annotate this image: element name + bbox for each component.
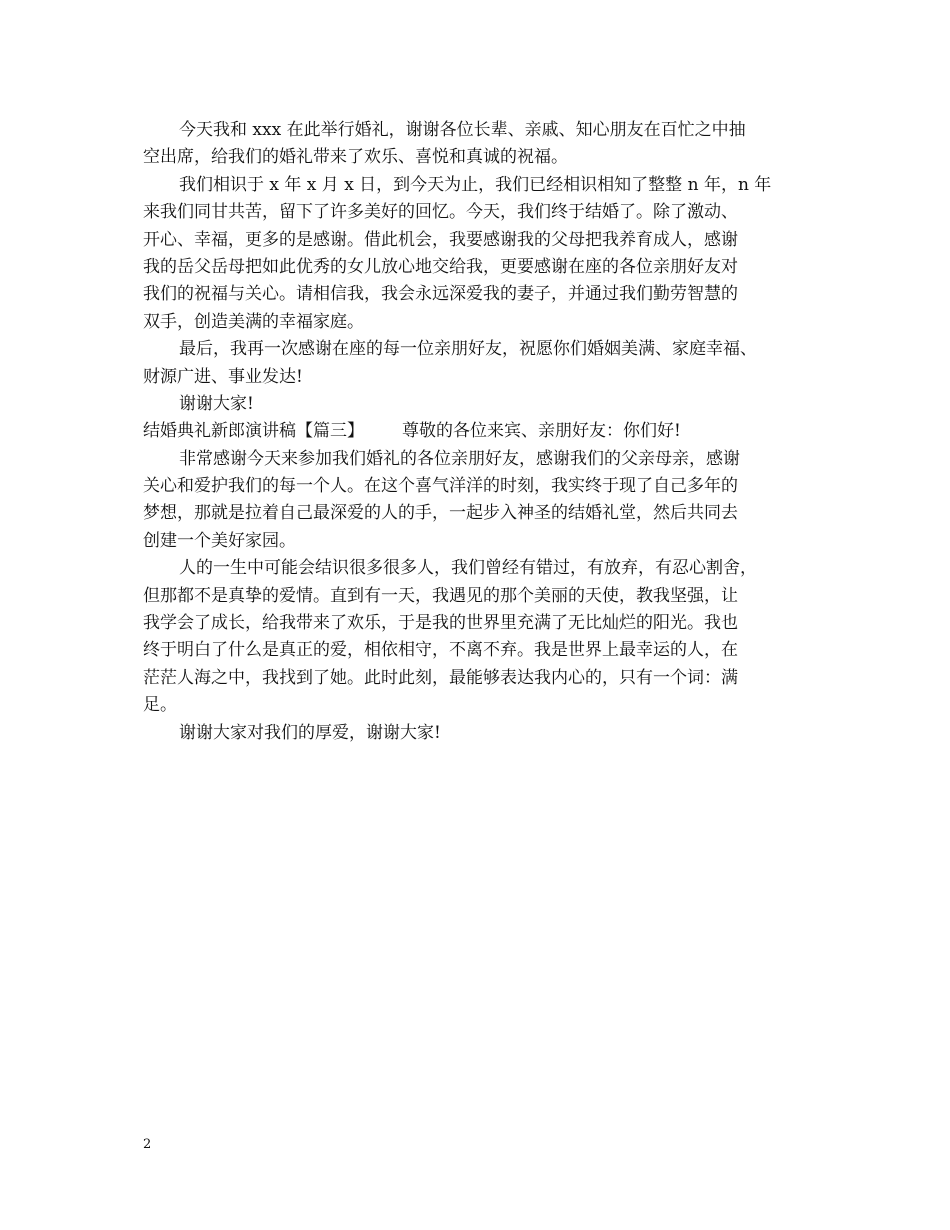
text-line: 财源广进、事业发达! [143, 366, 303, 387]
text-line: 梦想，那就是拉着自己最深爱的人的手，一起步入神圣的结婚礼堂，然后共同去 [143, 503, 738, 524]
text-line: 来我们同甘共苦，留下了许多美好的回忆。今天，我们终于结婚了。除了激动、 [143, 202, 738, 223]
section-greeting: 尊敬的各位来宾、亲朋好友：你们好! [402, 421, 681, 442]
paragraph-6 [143, 555, 833, 719]
section-title: 结婚典礼新郎演讲稿【篇三】 [143, 421, 364, 442]
paragraph-2 [143, 172, 833, 336]
text-line: 谢谢大家! [179, 393, 254, 414]
text-line: 茫茫人海之中，我找到了她。此时此刻，最能够表达我内心的，只有一个词：满 [143, 667, 738, 688]
paragraph-7 [143, 720, 833, 747]
paragraph-4 [143, 391, 833, 418]
text-line: 我学会了成长，给我带来了欢乐，于是我的世界里充满了无比灿烂的阳光。我也 [143, 613, 738, 634]
paragraph-5 [143, 446, 833, 556]
text-line: 足。 [143, 695, 177, 716]
section-heading-line-text [143, 418, 833, 445]
text-line: 我们相识于 x 年 x 月 x 日，到今天为止，我们已经相识相知了整整 n 年，n 年 [179, 174, 772, 195]
text-line: 关心和爱护我们的每一个人。在这个喜气洋洋的时刻，我实终于现了自己多年的 [143, 476, 738, 497]
document-body [143, 117, 833, 747]
text-line: 空出席，给我们的婚礼带来了欢乐、喜悦和真诚的祝福。 [143, 147, 568, 168]
text-line: 终于明白了什么是真正的爱，相依相守，不离不弃。我是世界上最幸运的人，在 [143, 640, 738, 661]
text-line: 人的一生中可能会结识很多很多人，我们曾经有错过，有放弃，有忍心割舍， [179, 558, 757, 579]
paragraph-1 [143, 117, 833, 172]
section-heading-line [143, 418, 833, 445]
text-line: 最后，我再一次感谢在座的每一位亲朋好友，祝愿你们婚姻美满、家庭幸福、 [179, 339, 757, 360]
text-line: 我们的祝福与关心。请相信我，我会永远深爱我的妻子，并通过我们勤劳智慧的 [143, 284, 738, 305]
text-line: 但那都不是真挚的爱情。直到有一天，我遇见的那个美丽的天使，教我坚强，让 [143, 585, 738, 606]
paragraph-3 [143, 336, 833, 391]
text-line: 创建一个美好家园。 [143, 530, 296, 551]
page-number: 2 [143, 1137, 152, 1152]
text-line: 我的岳父岳母把如此优秀的女儿放心地交给我，更要感谢在座的各位亲朋好友对 [143, 256, 738, 277]
text-line: 谢谢大家对我们的厚爱，谢谢大家! [179, 722, 441, 743]
text-line: 非常感谢今天来参加我们婚礼的各位亲朋好友，感谢我们的父亲母亲，感谢 [179, 448, 740, 469]
text-line: 今天我和 xxx 在此举行婚礼，谢谢各位长辈、亲戚、知心朋友在百忙之中抽 [179, 120, 746, 140]
text-line: 开心、幸福，更多的是感谢。借此机会，我要感谢我的父母把我养育成人，感谢 [143, 229, 738, 250]
text-line: 双手，创造美满的幸福家庭。 [143, 311, 364, 332]
